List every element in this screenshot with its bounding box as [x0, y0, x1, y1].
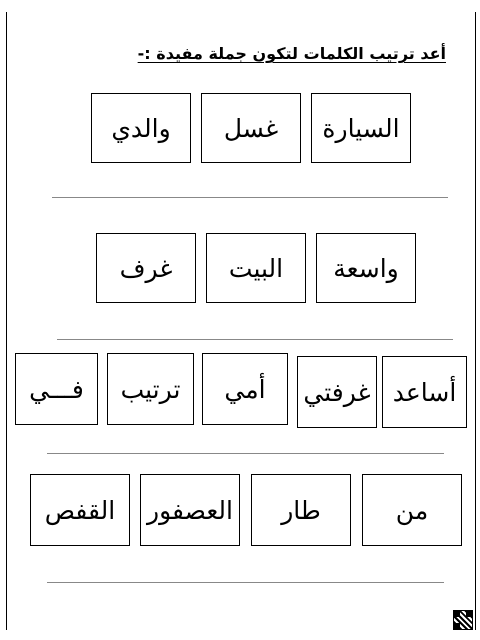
word-card[interactable]: غسل [201, 93, 301, 163]
word-card[interactable]: ترتيب [107, 353, 194, 425]
qr-code-icon [453, 610, 473, 630]
answer-line [47, 582, 444, 583]
word-card[interactable]: غرف [96, 233, 196, 303]
word-card[interactable]: من [362, 474, 462, 546]
word-card[interactable]: العصفور [140, 474, 240, 546]
word-card[interactable]: البيت [206, 233, 306, 303]
word-card[interactable]: القفص [30, 474, 130, 546]
word-card[interactable]: طار [251, 474, 351, 546]
answer-line [52, 197, 448, 198]
answer-line [47, 453, 444, 454]
answer-line [57, 339, 453, 340]
word-card[interactable]: أساعد [382, 356, 467, 428]
word-card[interactable]: والدي [91, 93, 191, 163]
word-card[interactable]: فـــي [15, 353, 98, 425]
word-card[interactable]: السيارة [311, 93, 411, 163]
worksheet-title: أعد ترتيب الكلمات لتكون جملة مفيدة :- [137, 44, 446, 63]
word-card[interactable]: واسعة [316, 233, 416, 303]
word-card[interactable]: أمي [202, 353, 288, 425]
word-card[interactable]: غرفتي [297, 356, 377, 428]
